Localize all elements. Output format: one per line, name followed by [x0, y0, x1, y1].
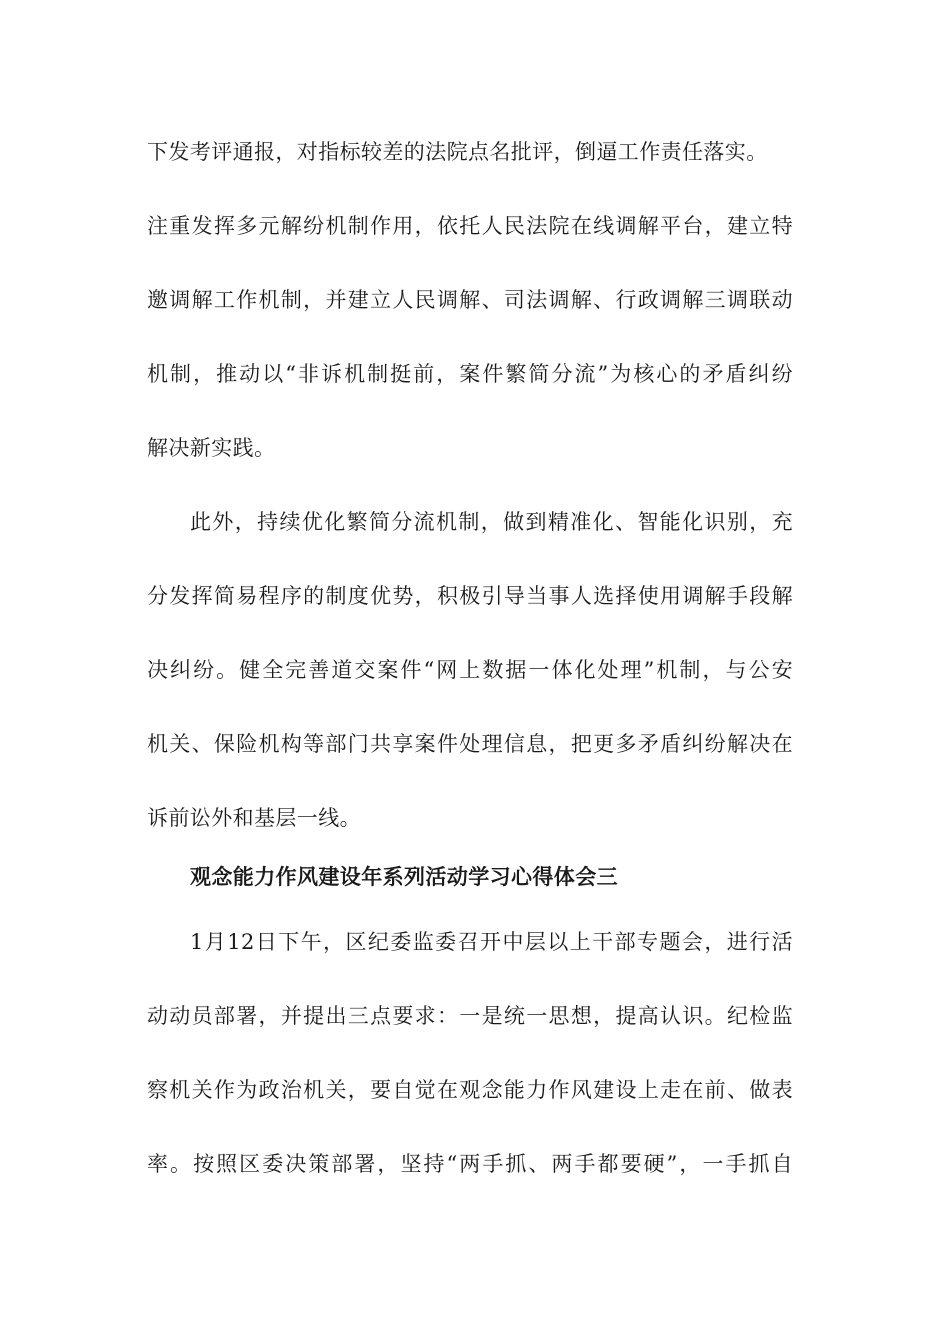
text-line: 决纠纷。健全完善道交案件“网上数据一体化处理”机制，与公安: [147, 658, 793, 682]
text-line: 机制，推动以“非诉机制挺前，案件繁简分流”为核心的矛盾纠纷: [147, 362, 793, 386]
text-line: 率。按照区委决策部署，坚持“两手抓、两手都要硬”，一手抓自: [147, 1152, 793, 1176]
text-line: 机关、保险机构等部门共享案件处理信息，把更多矛盾纠纷解决在: [147, 732, 793, 756]
text-line: 解决新实践。: [147, 436, 276, 460]
text-line: 诉前讼外和基层一线。: [147, 806, 361, 830]
text-line: 分发挥简易程序的制度优势，积极引导当事人选择使用调解手段解: [147, 584, 793, 608]
text-line: 邀调解工作机制，并建立人民调解、司法调解、行政调解三调联动: [147, 288, 793, 312]
text-line: 察机关作为政治机关，要自觉在观念能力作风建设上走在前、做表: [147, 1078, 793, 1102]
text-line: 下发考评通报，对指标较差的法院点名批评，倒逼工作责任落实。: [147, 140, 768, 164]
paragraph-start-line: 此外，持续优化繁简分流机制，做到精准化、智能化识别，充: [190, 510, 793, 534]
text-line: 注重发挥多元解纷机制作用，依托人民法院在线调解平台，建立特: [147, 214, 793, 238]
text-line: 动动员部署，并提出三点要求：一是统一思想，提高认识。纪检监: [147, 1004, 793, 1028]
section-heading: 观念能力作风建设年系列活动学习心得体会三: [190, 865, 618, 889]
paragraph-start-line: 1月12日下午，区纪委监委召开中层以上干部专题会，进行活: [190, 930, 793, 954]
